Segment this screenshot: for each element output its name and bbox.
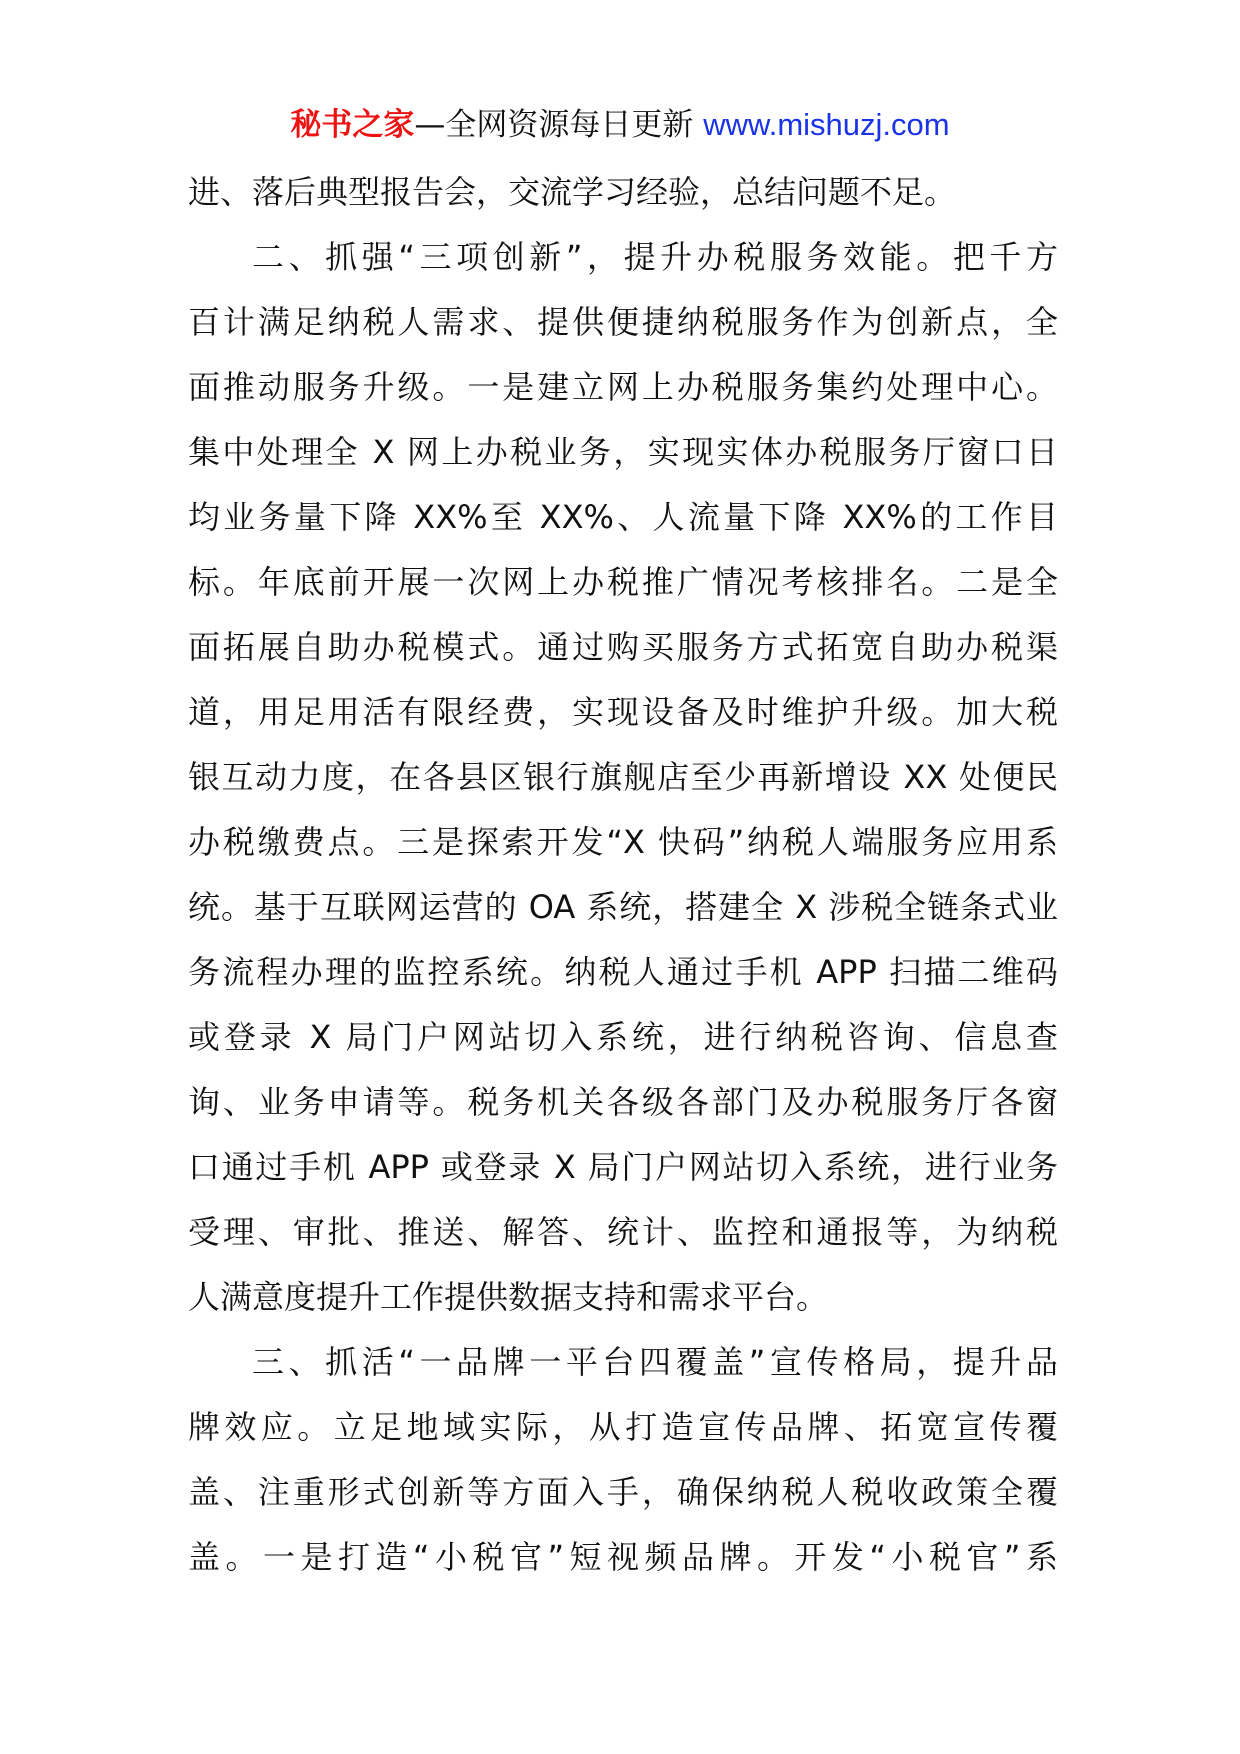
document-body — [188, 160, 1058, 1590]
text-line: 面推动服务升级。一是建立网上办税服务集约处理中心。 — [188, 368, 1058, 406]
site-url-link[interactable]: www.mishuzj.com — [703, 107, 950, 142]
text-line: 道，用足用活有限经费，实现设备及时维护升级。加大税 — [188, 693, 1058, 731]
text-line: 百计满足纳税人需求、提供便捷纳税服务作为创新点，全 — [188, 303, 1058, 341]
text-line: 务流程办理的监控系统。纳税人通过手机 APP 扫描二维码 — [188, 953, 1058, 991]
text-line: 盖。一是打造“小税官”短视频品牌。开发“小税官”系 — [188, 1538, 1058, 1576]
section-heading-line: 二、抓强“三项创新”，提升办税服务效能。把千方 — [252, 238, 1058, 276]
text-line: 银互动力度，在各县区银行旗舰店至少再新增设 XX 处便民 — [188, 758, 1058, 796]
text-line: 标。年底前开展一次网上办税推广情况考核排名。二是全 — [188, 563, 1058, 601]
text-line: 集中处理全 X 网上办税业务，实现实体办税服务厅窗口日 — [188, 433, 1058, 471]
site-header — [0, 100, 1240, 150]
brand-name: 秘书之家 — [290, 107, 415, 143]
text-line: 询、业务申请等。税务机关各级各部门及办税服务厅各窗 — [188, 1083, 1058, 1121]
text-line: 统。基于互联网运营的 OA 系统，搭建全 X 涉税全链条式业 — [188, 888, 1058, 926]
text-line: 牌效应。立足地域实际，从打造宣传品牌、拓宽宣传覆 — [188, 1408, 1058, 1446]
text-line: 受理、审批、推送、解答、统计、监控和通报等，为纳税 — [188, 1213, 1058, 1251]
text-line: 均业务量下降 XX%至 XX%、人流量下降 XX%的工作目 — [188, 498, 1058, 536]
header-tagline: —全网资源每日更新 — [414, 107, 694, 143]
text-line: 办税缴费点。三是探索开发“X 快码”纳税人端服务应用系 — [188, 823, 1058, 861]
text-line: 人满意度提升工作提供数据支持和需求平台。 — [188, 1278, 829, 1316]
text-line: 或登录 X 局门户网站切入系统，进行纳税咨询、信息查 — [188, 1018, 1058, 1056]
text-line: 面拓展自助办税模式。通过购买服务方式拓宽自助办税渠 — [188, 628, 1058, 666]
text-line: 口通过手机 APP 或登录 X 局门户网站切入系统，进行业务 — [188, 1148, 1058, 1186]
text-line: 进、落后典型报告会，交流学习经验，总结问题不足。 — [188, 173, 957, 211]
section-heading-line: 三、抓活“一品牌一平台四覆盖”宣传格局，提升品 — [252, 1343, 1058, 1381]
text-line: 盖、注重形式创新等方面入手，确保纳税人税收政策全覆 — [188, 1473, 1058, 1511]
